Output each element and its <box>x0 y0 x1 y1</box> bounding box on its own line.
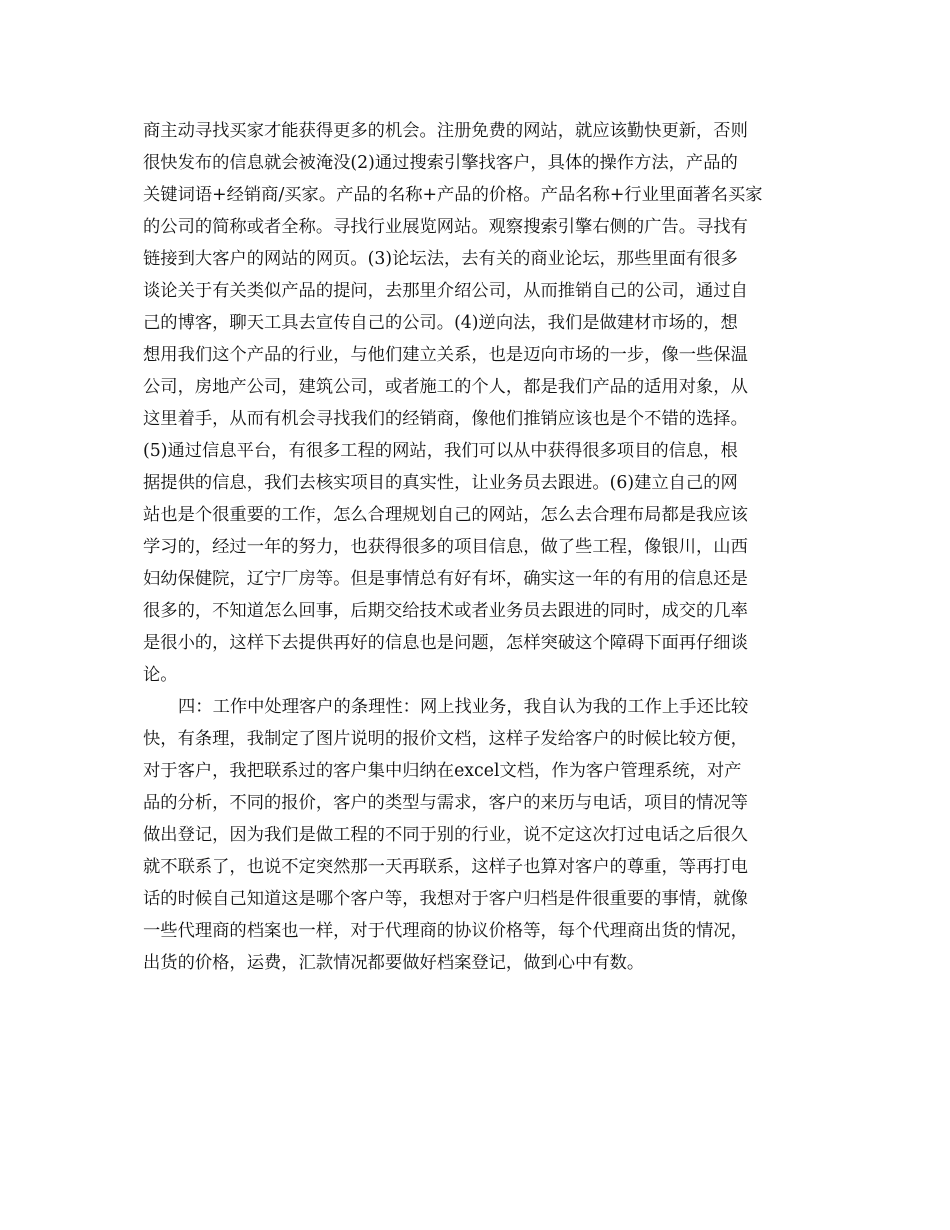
text-line: 很快发布的信息就会被淹没(2)通过搜索引擎找客户，具体的操作方法，产品的 <box>143 153 738 173</box>
text-line: 快，有条理，我制定了图片说明的报价文档，这样子发给客户的时候比较方便， <box>143 729 748 749</box>
text-line: 学习的，经过一年的努力，也获得很多的项目信息，做了些工程，像银川，山西 <box>143 537 748 557</box>
text-line: 出货的价格，运费，汇款情况都要做好档案登记，做到心中有数。 <box>143 953 645 973</box>
text-line: 就不联系了，也说不定突然那一天再联系，这样子也算对客户的尊重，等再打电 <box>143 857 748 877</box>
text-line: 一些代理商的档案也一样，对于代理商的协议价格等，每个代理商出货的情况， <box>143 921 748 941</box>
text-line: 谈论关于有关类似产品的提问，去那里介绍公司，从而推销自己的公司，通过自 <box>143 281 748 301</box>
text-line: 品的分析，不同的报价，客户的类型与需求，客户的来历与电话，项目的情况等 <box>143 793 748 813</box>
paragraph-1 <box>143 115 803 691</box>
text-line: 据提供的信息，我们去核实项目的真实性，让业务员去跟进。(6)建立自己的网 <box>143 473 738 493</box>
document-body <box>143 115 803 979</box>
text-line: 公司，房地产公司，建筑公司，或者施工的个人，都是我们产品的适用对象，从 <box>143 377 748 397</box>
text-line: 链接到大客户的网站的网页。(3)论坛法，去有关的商业论坛，那些里面有很多 <box>143 249 738 269</box>
text-line: (5)通过信息平台，有很多工程的网站，我们可以从中获得很多项目的信息，根 <box>143 441 738 461</box>
text-line: 做出登记，因为我们是做工程的不同于别的行业，说不定这次打过电话之后很久 <box>143 825 748 845</box>
text-line: 商主动寻找买家才能获得更多的机会。注册免费的网站，就应该勤快更新，否则 <box>143 121 748 141</box>
text-line: 很多的，不知道怎么回事，后期交给技术或者业务员去跟进的同时，成交的几率 <box>143 601 748 621</box>
text-line: 关键词语+经销商/买家。产品的名称+产品的价格。产品名称+行业里面著名买家 <box>143 185 763 205</box>
paragraph-2 <box>143 691 803 979</box>
text-line: 站也是个很重要的工作，怎么合理规划自己的网站，怎么去合理布局都是我应该 <box>143 505 748 525</box>
text-line: 论。 <box>143 665 178 685</box>
text-line: 四：工作中处理客户的条理性：网上找业务，我自认为我的工作上手还比较 <box>178 697 749 717</box>
text-line: 是很小的，这样下去提供再好的信息也是问题，怎样突破这个障碍下面再仔细谈 <box>143 633 748 653</box>
text-line: 话的时候自己知道这是哪个客户等，我想对于客户归档是件很重要的事情，就像 <box>143 889 748 909</box>
text-line: 的公司的简称或者全称。寻找行业展览网站。观察搜索引擎右侧的广告。寻找有 <box>143 217 748 237</box>
text-line: 己的博客，聊天工具去宣传自己的公司。(4)逆向法，我们是做建材市场的，想 <box>143 313 738 333</box>
text-line: 想用我们这个产品的行业，与他们建立关系，也是迈向市场的一步，像一些保温 <box>143 345 748 365</box>
text-line: 妇幼保健院，辽宁厂房等。但是事情总有好有坏，确实这一年的有用的信息还是 <box>143 569 748 589</box>
text-line: 这里着手，从而有机会寻找我们的经销商，像他们推销应该也是个不错的选择。 <box>143 409 748 429</box>
text-line: 对于客户，我把联系过的客户集中归纳在excel文档，作为客户管理系统，对产 <box>143 761 742 781</box>
